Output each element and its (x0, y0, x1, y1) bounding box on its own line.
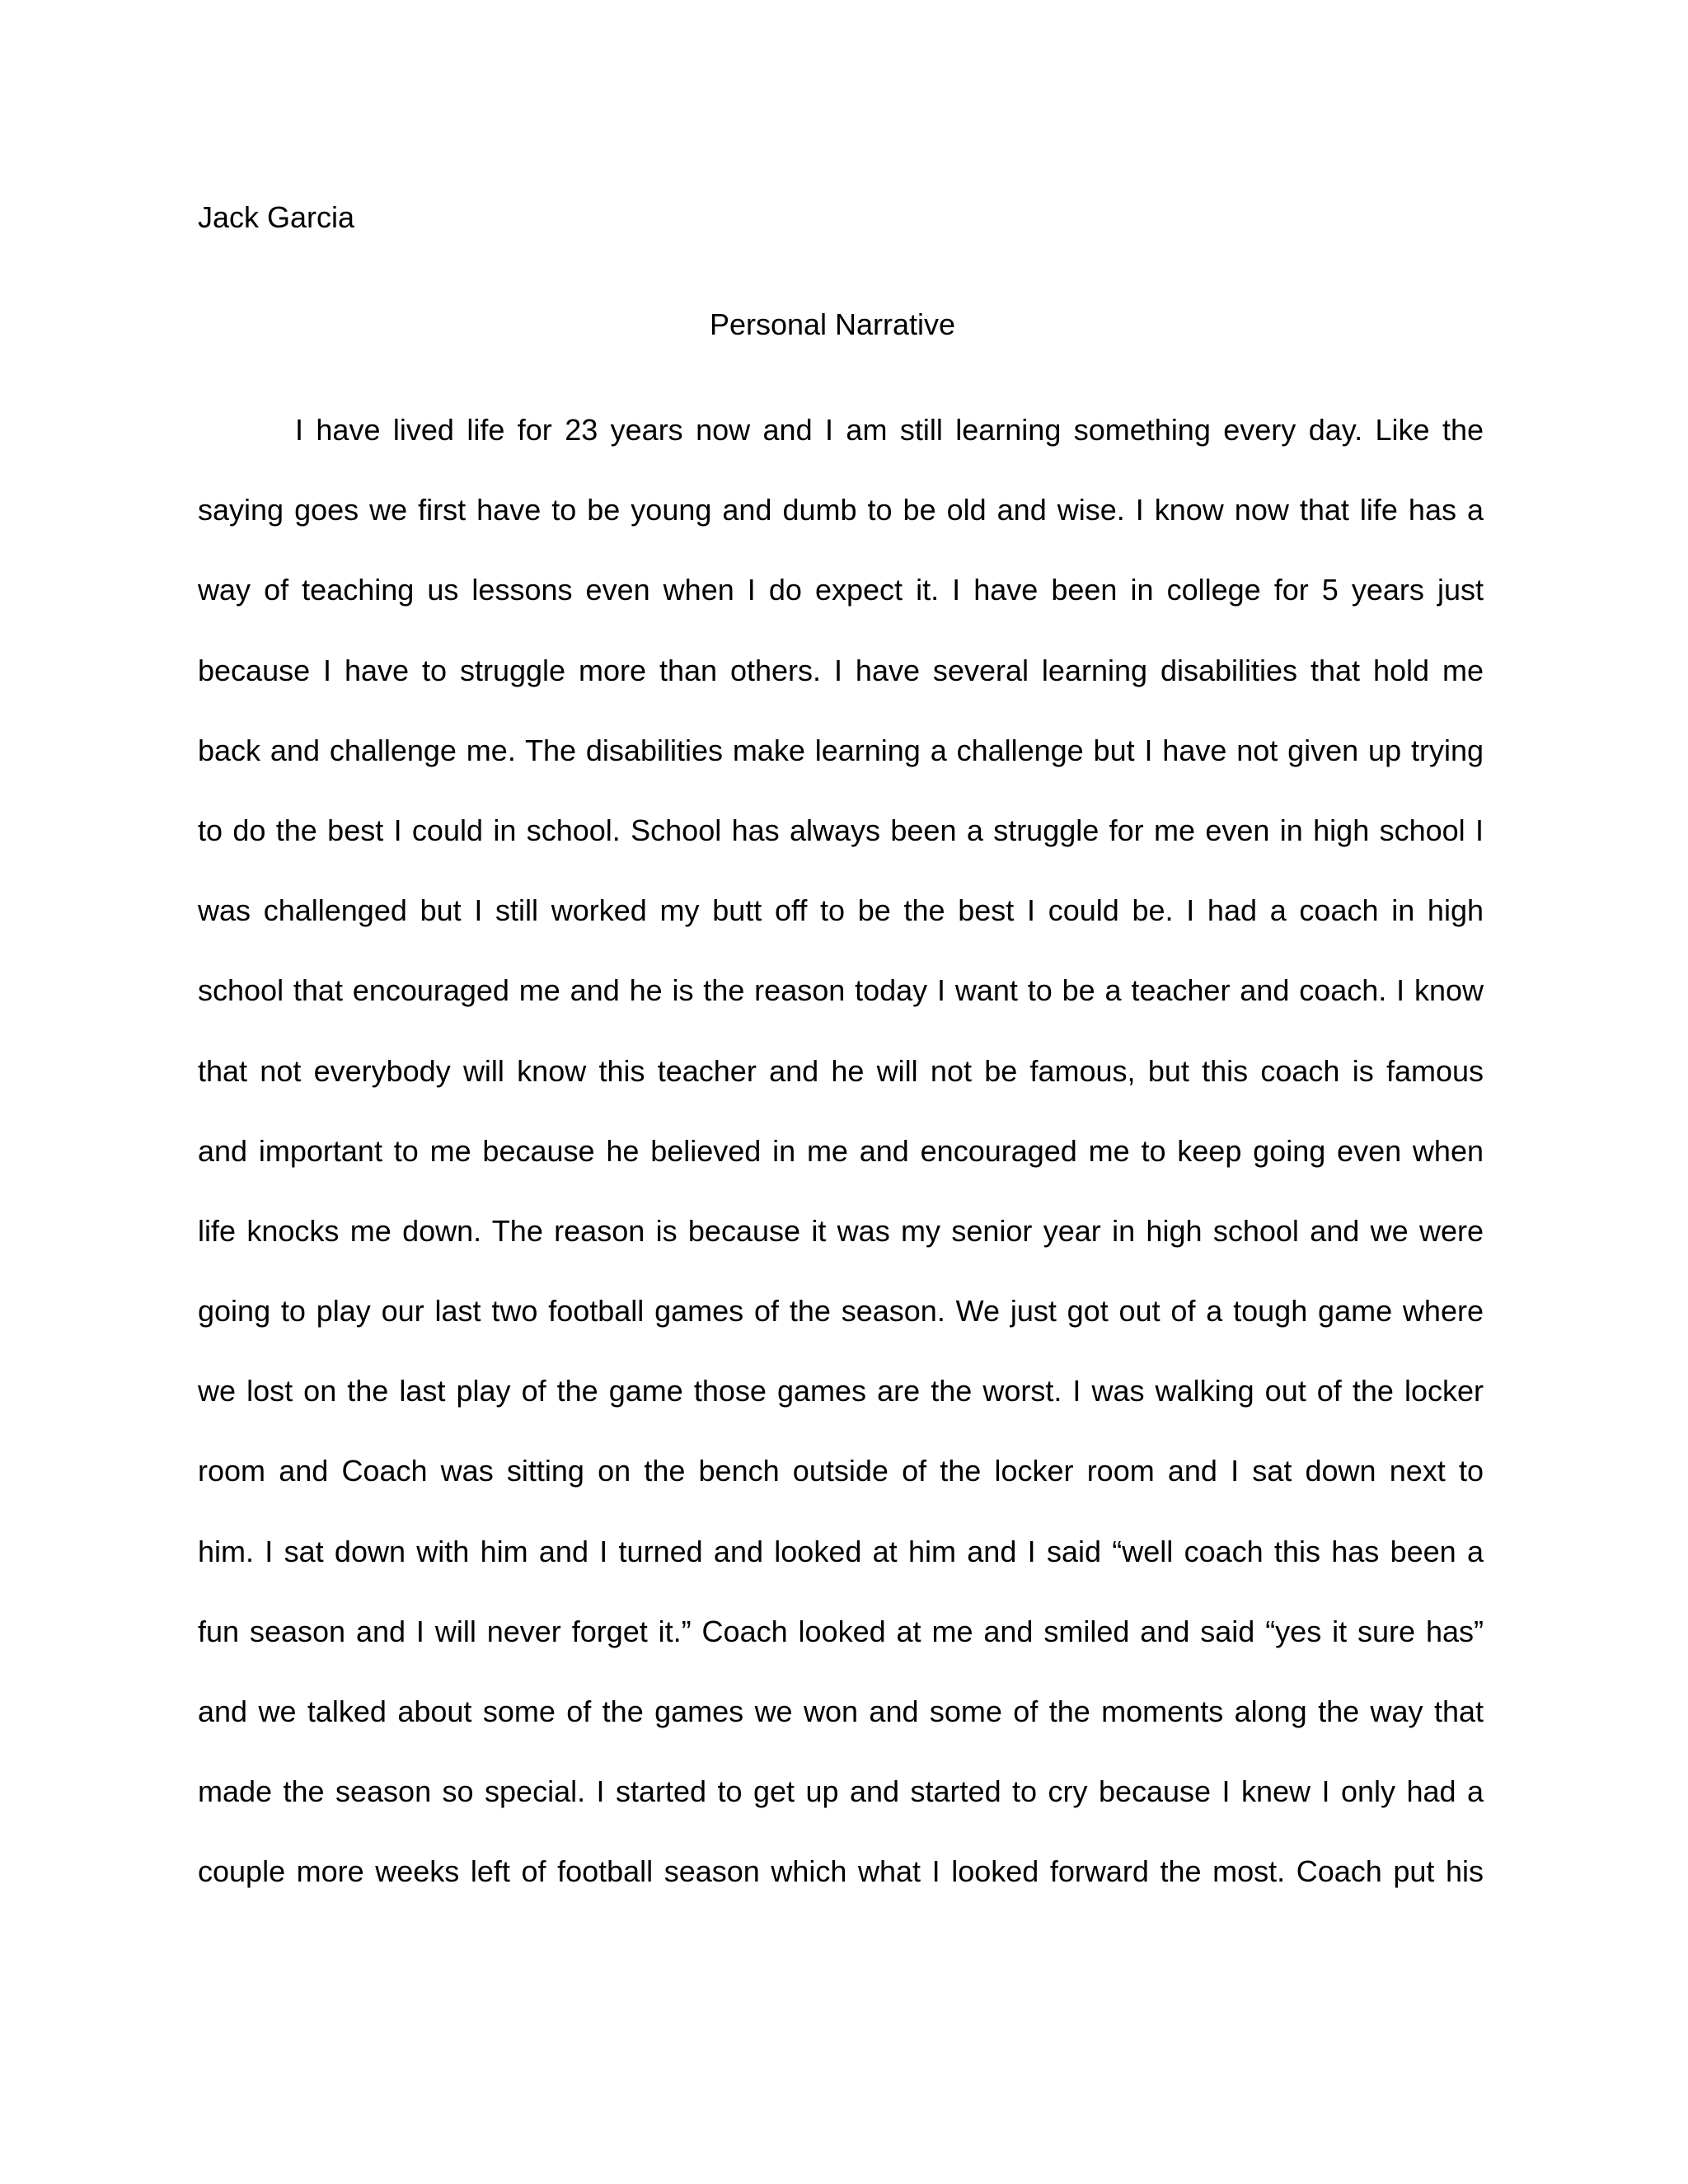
author-name: Jack Garcia (198, 200, 355, 234)
text-line: and important to me because he believed in me and encouraged me to keep going even when (198, 1133, 1484, 1168)
text-line: going to play our last two football games of the season. We just got out of a tough game where (198, 1294, 1484, 1329)
text-line: that not everybody will know this teacher and he will not be famous, but this coach is famous (198, 1053, 1484, 1088)
text-line: life knocks me down. The reason is because it was my senior year in high school and we were (198, 1213, 1484, 1248)
text-line: to do the best I could in school. School has always been a struggle for me even in high school I (198, 813, 1484, 847)
text-line: because I have to struggle more than others. I have several learning disabilities that hold me (198, 653, 1484, 687)
page-title: Personal Narrative (709, 307, 956, 341)
text-line: and we talked about some of the games we won and some of the moments along the way that (198, 1694, 1484, 1728)
text-line: way of teaching us lessons even when I do expect it. I have been in college for 5 years just (198, 573, 1484, 607)
text-line: back and challenge me. The disabilities make learning a challenge but I have not given up trying (198, 733, 1484, 767)
narrative-body (198, 412, 1484, 1934)
text-line: saying goes we first have to be young and dumb to be old and wise. I know now that life has a (198, 493, 1484, 527)
text-line: him. I sat down with him and I turned and looked at him and I said “well coach this has been a (198, 1534, 1484, 1568)
text-line: we lost on the last play of the game those games are the worst. I was walking out of the locker (198, 1374, 1484, 1408)
text-line: fun season and I will never forget it.” Coach looked at me and smiled and said “yes it sure has” (198, 1614, 1484, 1648)
text-line: I have lived life for 23 years now and I am still learning something every day. Like the (295, 413, 1484, 447)
text-line: room and Coach was sitting on the bench outside of the locker room and I sat down next to (198, 1454, 1484, 1488)
text-line: school that encouraged me and he is the reason today I want to be a teacher and coach. I know (198, 973, 1484, 1008)
text-line: was challenged but I still worked my butt off to be the best I could be. I had a coach in high (198, 893, 1484, 928)
text-line: couple more weeks left of football season which what I looked forward the most. Coach put his (198, 1854, 1484, 1889)
text-line: made the season so special. I started to get up and started to cry because I knew I only had a (198, 1774, 1484, 1809)
